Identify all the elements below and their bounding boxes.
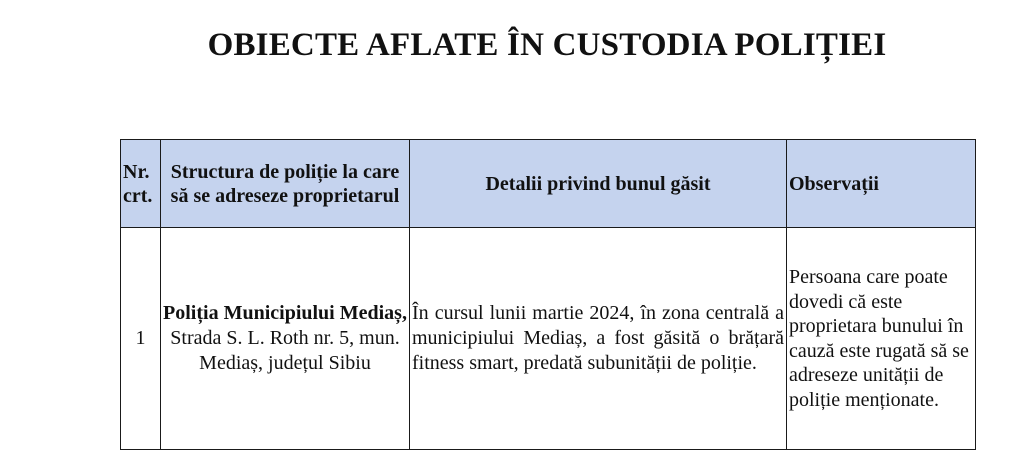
custody-table xyxy=(120,139,976,450)
cell-nr: 1 xyxy=(121,228,161,450)
header-details: Detalii privind bunul găsit xyxy=(410,140,787,228)
cell-details: În cursul lunii martie 2024, în zona centrală a municipiului Mediaș, a fost găsită o brățară fitness smart, predată subunității de poliție. xyxy=(410,228,787,450)
header-observations: Observații xyxy=(787,140,976,228)
police-unit-name: Poliția Municipiului Mediaș, xyxy=(163,302,407,324)
cell-observations: Persoana care poate dovedi că este proprietara bunului în cauză este rugată să se adreseze unității de poliție menționate. xyxy=(787,228,976,450)
police-unit-address: Strada S. L. Roth nr. 5, mun. Mediaș, județul Sibiu xyxy=(170,327,400,374)
header-row xyxy=(121,140,976,228)
table-header xyxy=(121,140,976,228)
header-nr: Nr. crt. xyxy=(121,140,161,228)
header-structure: Structura de poliție la care să se adreseze proprietarul xyxy=(161,140,410,228)
page-title: OBIECTE AFLATE ÎN CUSTODIA POLIȚIEI xyxy=(207,27,887,63)
cell-structure xyxy=(161,228,410,450)
table-row xyxy=(121,228,976,450)
